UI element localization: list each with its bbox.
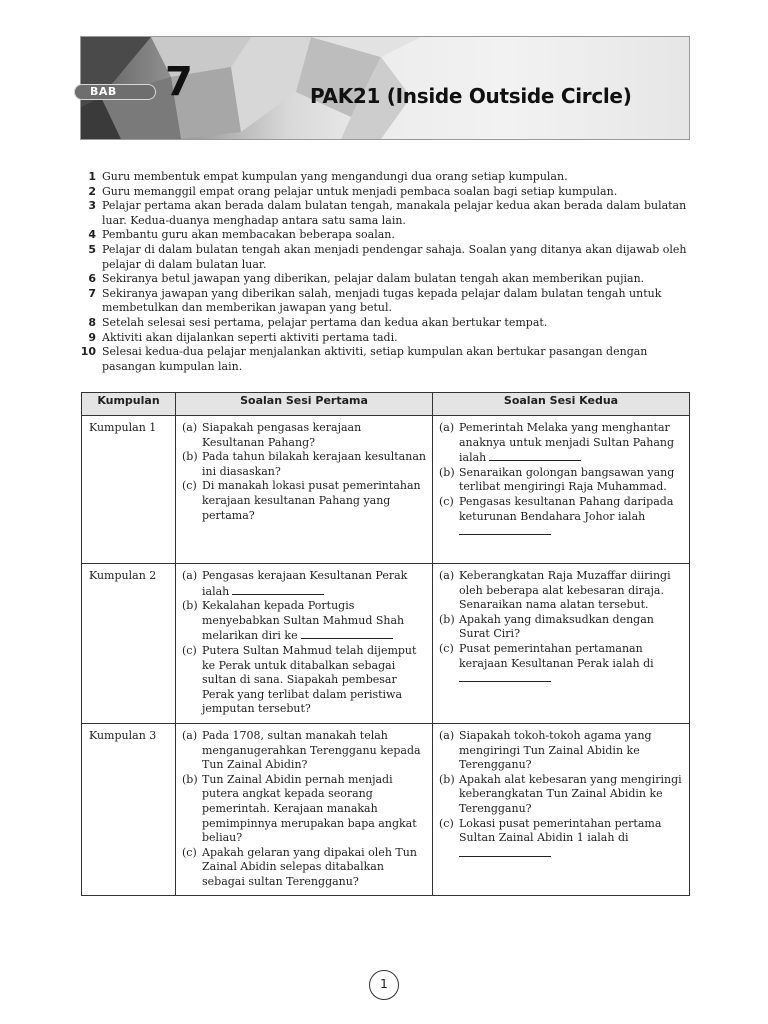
- question-label: (b): [182, 450, 198, 464]
- step-text: Aktiviti akan dijalankan seperti aktiviti pertama tadi.: [102, 330, 398, 344]
- column-header-sesi-pertama: Soalan Sesi Pertama: [176, 393, 433, 416]
- question-item: [182, 599, 426, 644]
- page-title: PAK21 (Inside Outside Circle): [310, 84, 632, 108]
- step-item: [76, 272, 696, 287]
- question-text: Putera Sultan Mahmud telah dijemput ke Perak untuk ditabalkan sebagai sultan di sana. Siapakah pembesar Perak yang terlibat dalam peristiwa jemputan tersebut?: [202, 643, 417, 716]
- step-item: [76, 243, 696, 272]
- first-session-cell: [176, 723, 433, 896]
- question-item: [182, 569, 426, 599]
- answer-blank[interactable]: [459, 671, 551, 682]
- first-session-cell: [176, 564, 433, 724]
- question-item: [439, 613, 683, 642]
- step-item: [76, 185, 696, 200]
- step-item: [76, 287, 696, 316]
- table-row: [82, 723, 690, 896]
- step-item: [76, 331, 696, 346]
- answer-blank[interactable]: [301, 628, 393, 639]
- question-item: [182, 773, 426, 846]
- question-label: (a): [182, 421, 198, 434]
- activity-steps: [76, 170, 696, 374]
- question-text: Lokasi pusat pemerintahan pertama Sultan Zainal Abidin 1 ialah di: [459, 816, 662, 845]
- second-session-cell: [433, 416, 690, 564]
- question-label: (c): [439, 494, 454, 508]
- second-session-cell: [433, 723, 690, 896]
- step-text: Pelajar di dalam bulatan tengah akan menjadi pendengar sahaja. Soalan yang ditanya akan dijawab oleh pelajar di dalam bulatan luar.: [102, 242, 687, 271]
- second-session-cell: [433, 564, 690, 724]
- question-label: (c): [439, 641, 454, 655]
- question-item: [182, 729, 426, 773]
- table-row: [82, 416, 690, 564]
- step-text: Setelah selesai sesi pertama, pelajar pertama dan kedua akan bertukar tempat.: [102, 315, 548, 329]
- answer-blank[interactable]: [459, 524, 551, 535]
- step-text: Sekiranya betul jawapan yang diberikan, pelajar dalam bulatan tengah akan memberikan pujian.: [102, 272, 645, 286]
- question-label: (b): [439, 772, 455, 786]
- question-label: (c): [182, 643, 197, 657]
- first-session-cell: [176, 416, 433, 564]
- question-text: Tun Zainal Abidin pernah menjadi putera angkat kepada seorang pemerintah. Kerajaan manakah pemimpinnya merupakan bapa angkat beliau?: [202, 772, 417, 845]
- question-text: Keberangkatan Raja Muzaffar diiringi oleh beberapa alat kebesaran diraja. Senaraikan nama alatan tersebut.: [459, 569, 671, 612]
- question-item: [439, 466, 683, 495]
- answer-blank[interactable]: [489, 450, 581, 461]
- step-text: Guru membentuk empat kumpulan yang mengandungi dua orang setiap kumpulan.: [102, 170, 568, 183]
- question-text: Senaraikan golongan bangsawan yang terlibat mengiringi Raja Muhammad.: [459, 465, 675, 494]
- question-label: (a): [439, 569, 455, 582]
- question-text: Pemerintah Melaka yang menghantar anaknya untuk menjadi Sultan Pahang ialah: [459, 421, 675, 465]
- question-text: Kekalahan kepada Portugis menyebabkan Sultan Mahmud Shah melarikan diri ke: [202, 599, 405, 643]
- question-item: [439, 569, 683, 613]
- question-text: Pada 1708, sultan manakah telah menganugerahkan Terengganu kepada Tun Zainal Abidin?: [202, 728, 421, 772]
- step-text: Guru memanggil empat orang pelajar untuk menjadi pembaca soalan bagi setiap kumpulan.: [102, 184, 618, 198]
- question-label: (a): [439, 728, 455, 742]
- step-item: [76, 199, 696, 228]
- question-item: [439, 495, 683, 540]
- step-number: 4: [88, 228, 96, 242]
- group-cell: Kumpulan 3: [82, 723, 176, 896]
- question-item: [439, 773, 683, 817]
- step-number: 10: [80, 345, 96, 359]
- step-number: 7: [88, 286, 96, 300]
- chapter-number: 7: [165, 59, 193, 105]
- question-label: (a): [182, 569, 198, 582]
- table-row: [82, 564, 690, 724]
- question-label: (b): [439, 465, 455, 479]
- step-number: 3: [88, 199, 96, 213]
- question-label: (c): [439, 816, 454, 830]
- question-item: [439, 729, 683, 773]
- question-table: [81, 392, 690, 896]
- question-label: (c): [182, 479, 197, 493]
- answer-blank[interactable]: [232, 584, 324, 595]
- question-text: Pengasas kerajaan Kesultanan Perak ialah: [202, 569, 408, 598]
- question-label: (a): [439, 421, 455, 434]
- question-item: [439, 817, 683, 862]
- table-header-row: [82, 393, 690, 416]
- question-label: (b): [182, 599, 198, 613]
- group-cell: Kumpulan 1: [82, 416, 176, 564]
- step-number: 1: [88, 170, 96, 183]
- step-number: 5: [88, 242, 96, 256]
- question-item: [182, 644, 426, 717]
- step-item: [76, 345, 696, 374]
- answer-blank[interactable]: [459, 846, 551, 857]
- question-label: (b): [182, 772, 198, 786]
- question-text: Apakah alat kebesaran yang mengiringi keberangkatan Tun Zainal Abidin ke Terengganu?: [459, 772, 682, 815]
- step-item: [76, 316, 696, 331]
- step-number: 8: [88, 315, 96, 329]
- step-number: 2: [88, 184, 96, 198]
- question-item: [439, 421, 683, 466]
- question-item: [182, 421, 426, 450]
- step-text: Sekiranya jawapan yang diberikan salah, menjadi tugas kepada pelajar dalam bulatan tengah untuk membetulkan dan memberikan jawapan yang betul.: [102, 286, 662, 315]
- step-item: [76, 228, 696, 243]
- question-item: [182, 450, 426, 479]
- step-text: Pelajar pertama akan berada dalam bulatan tengah, manakala pelajar kedua akan berada dalam bulatan luar. Kedua-duanya menghadap antara satu sama lain.: [102, 199, 687, 227]
- question-text: Pada tahun bilakah kerajaan kesultanan ini diasaskan?: [202, 450, 426, 478]
- step-text: Selesai kedua-dua pelajar menjalankan aktiviti, setiap kumpulan akan bertukar pasangan dengan pasangan kumpulan lain.: [102, 345, 648, 373]
- question-text: Pusat pemerintahan pertamanan kerajaan Kesultanan Perak ialah di: [459, 641, 654, 670]
- step-number: 6: [88, 272, 96, 286]
- question-text: Apakah gelaran yang dipakai oleh Tun Zainal Abidin selepas ditabalkan sebagai sultan Terengganu?: [202, 845, 417, 888]
- column-header-sesi-kedua: Soalan Sesi Kedua: [433, 393, 690, 416]
- page-number: 1: [369, 970, 399, 1000]
- question-item: [182, 846, 426, 890]
- column-header-kumpulan: Kumpulan: [82, 393, 176, 416]
- question-text: Apakah yang dimaksudkan dengan Surat Ciri?: [459, 612, 654, 641]
- question-label: (b): [439, 612, 455, 626]
- step-number: 9: [88, 330, 96, 344]
- question-text: Siapakah tokoh-tokoh agama yang mengiringi Tun Zainal Abidin ke Terengganu?: [459, 728, 652, 772]
- question-text: Pengasas kesultanan Pahang daripada keturunan Bendahara Johor ialah: [459, 494, 674, 523]
- question-text: Di manakah lokasi pusat pemerintahan kerajaan kesultanan Pahang yang pertama?: [202, 479, 421, 522]
- question-item: [182, 479, 426, 523]
- question-text: Siapakah pengasas kerajaan Kesultanan Pahang?: [202, 421, 362, 449]
- question-label: (a): [182, 728, 198, 742]
- step-text: Pembantu guru akan membacakan beberapa soalan.: [102, 228, 395, 242]
- question-item: [439, 642, 683, 687]
- question-label: (c): [182, 845, 197, 859]
- group-cell: Kumpulan 2: [82, 564, 176, 724]
- bab-label: BAB: [90, 85, 117, 98]
- step-item: [76, 170, 696, 185]
